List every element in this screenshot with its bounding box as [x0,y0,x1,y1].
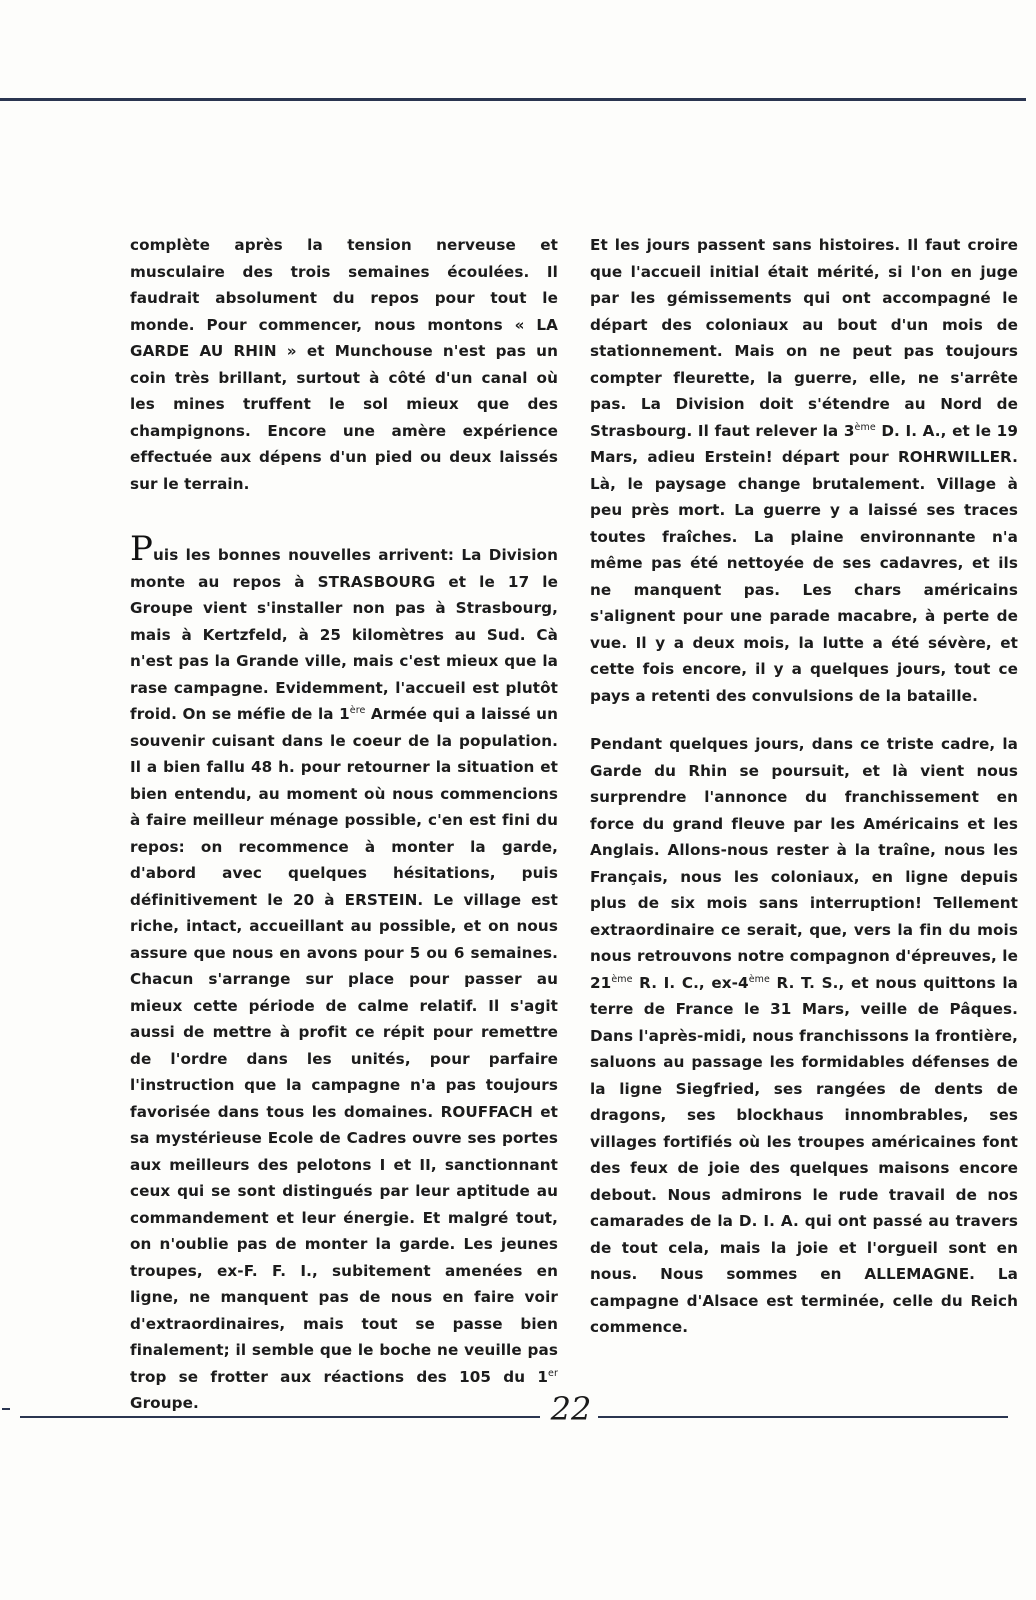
page-number: 22 [550,1390,592,1428]
left-column [130,232,558,1417]
right-paragraph-1-text-b: D. I. A., et le 19 Mars, adieu Erstein! départ pour ROHRWILLER. Là, le paysage change brutalement. Village à peu près mort. La guerre y a laissé ses traces toutes fraîches. La plaine environnante n'a même pas été nettoyée de ses cadavres, et ils ne manquent pas. Les chars américains s'alignent pour une parade macabre, à perte de vue. Il y a deux mois, la lutte a été sévère, et cette fois encore, il y a quelques jours, tout ce pays a retenti des convulsions de la bataille. [590,421,1018,705]
drop-cap: P [130,529,153,569]
right-paragraph-2-text-c: R. T. S., et nous quittons la terre de France le 31 Mars, veille de Pâques. Dans l'après-midi, nous franchissons la frontière, saluons au passage les formidables défenses de la ligne Siegfried, ses rangées de dents de dragons, ses blockhaus innombrables, ses villages fortifiés où les troupes américaines font des feux de joie des quelques maisons encore debout. Nous admirons le rude travail de nos camarades de la D. I. A. qui ont passé au travers de tout cela, mais la joie et l'orgueil sont en nous. Nous sommes en ALLEMAGNE. La campagne d'Alsace est terminée, celle du Reich commence. [590,973,1019,1336]
right-paragraph-1-text-a: Et les jours passent sans histoires. Il faut croire que l'accueil initial était mérité, si l'on en juge par les gémissements qui ont accompagné le départ des coloniaux au bout d'un mois de stationnement. Mais on ne peut pas toujours compter fleurette, la guerre, elle, ne s'arrête pas. La Division doit s'étendre au Nord de Strasbourg. Il faut relever la 3 [590,236,1018,440]
footer-rule-right [598,1416,1008,1418]
superscript: ème [611,973,633,985]
page-footer [0,1390,1036,1430]
right-paragraph-2-text-a: Pendant quelques jours, dans ce triste cadre, la Garde du Rhin se poursuit, et là vient nous surprendre l'annonce du franchissement en force du grand fleuve par les Américains et les Anglais. Allons-nous rester à la traîne, nous les Français, nous les coloniaux, en ligne depuis plus de six mois sans interruption! Tellement extraordinaire ce serait, que, vers la fin du mois nous retrouvons notre compagnon d'épreuves, le 21 [590,735,1018,992]
right-paragraph-1 [590,232,1018,709]
superscript: ème [748,973,770,985]
superscript: ère [349,705,366,716]
top-rule [0,98,1026,101]
left-paragraph-2-text-a: uis les bonnes nouvelles arrivent: La Division monte au repos à STRASBOURG et le 17 le Groupe vient s'installer non pas à Strasbourg, mais à Kertzfeld, à 25 kilomètres au Sud. Cà n'est pas la Grande ville, mais c'est mieux que la rase campagne. Evidemment, l'accueil est plutôt froid. On se méfie de la 1 [130,546,558,723]
superscript: er [548,1367,558,1379]
left-paragraph-2-text-c: Groupe. [130,1394,199,1412]
footer-dash [2,1408,10,1410]
right-paragraph-2-text-b: R. I. C., ex-4 [632,973,749,992]
left-paragraph-2 [130,529,558,1417]
superscript: ème [854,421,876,433]
right-paragraph-2 [590,731,1018,1341]
right-column [590,232,1018,1341]
left-paragraph-1: complète après la tension nerveuse et musculaire des trois semaines écoulées. Il faudrait absolument du repos pour tout le monde. Pour commencer, nous montons « LA GARDE AU RHIN » et Munchouse n'est pas un coin très brillant, surtout à côté d'un canal où les mines truffent le sol mieux que des champignons. Encore une amère expérience effectuée aux dépens d'un pied ou deux laissés sur le terrain. [130,236,558,493]
footer-rule-left [20,1416,540,1418]
left-paragraph-2-text-b: Armée qui a laissé un souvenir cuisant dans le coeur de la population. Il a bien fallu 48 h. pour retourner la situation et bien entendu, au moment où nous commencions à faire meilleur ménage possible, c'en est fini du repos: on recommence à monter la garde, d'abord avec quelques hésitations, puis définitivement le 20 à ERSTEIN. Le village est riche, intact, accueillant au possible, et on nous assure que nous en avons pour 5 ou 6 semaines. Chacun s'arrange sur place pour passer au mieux cette période de calme relatif. Il s'agit aussi de mettre à profit ce répit pour remettre de l'ordre dans les unités, pour parfaire l'instruction que la campagne n'a pas toujours favorisée dans tous les domaines. ROUFFACH et sa mystérieuse Ecole de Cadres ouvre ses portes aux meilleurs des pelotons I et II, sanctionnant ceux qui se sont distingués par leur aptitude au commandement et leur énergie. Et malgré tout, on n'oublie pas de monter la garde. Les jeunes troupes, ex-F. F. I., subitement amenées en ligne, ne manquent pas de nous en faire voir d'extraordinaires, mais tout se passe bien finalement; il semble que le boche ne veuille pas trop se frotter aux réactions des 105 du 1 [130,705,558,1386]
